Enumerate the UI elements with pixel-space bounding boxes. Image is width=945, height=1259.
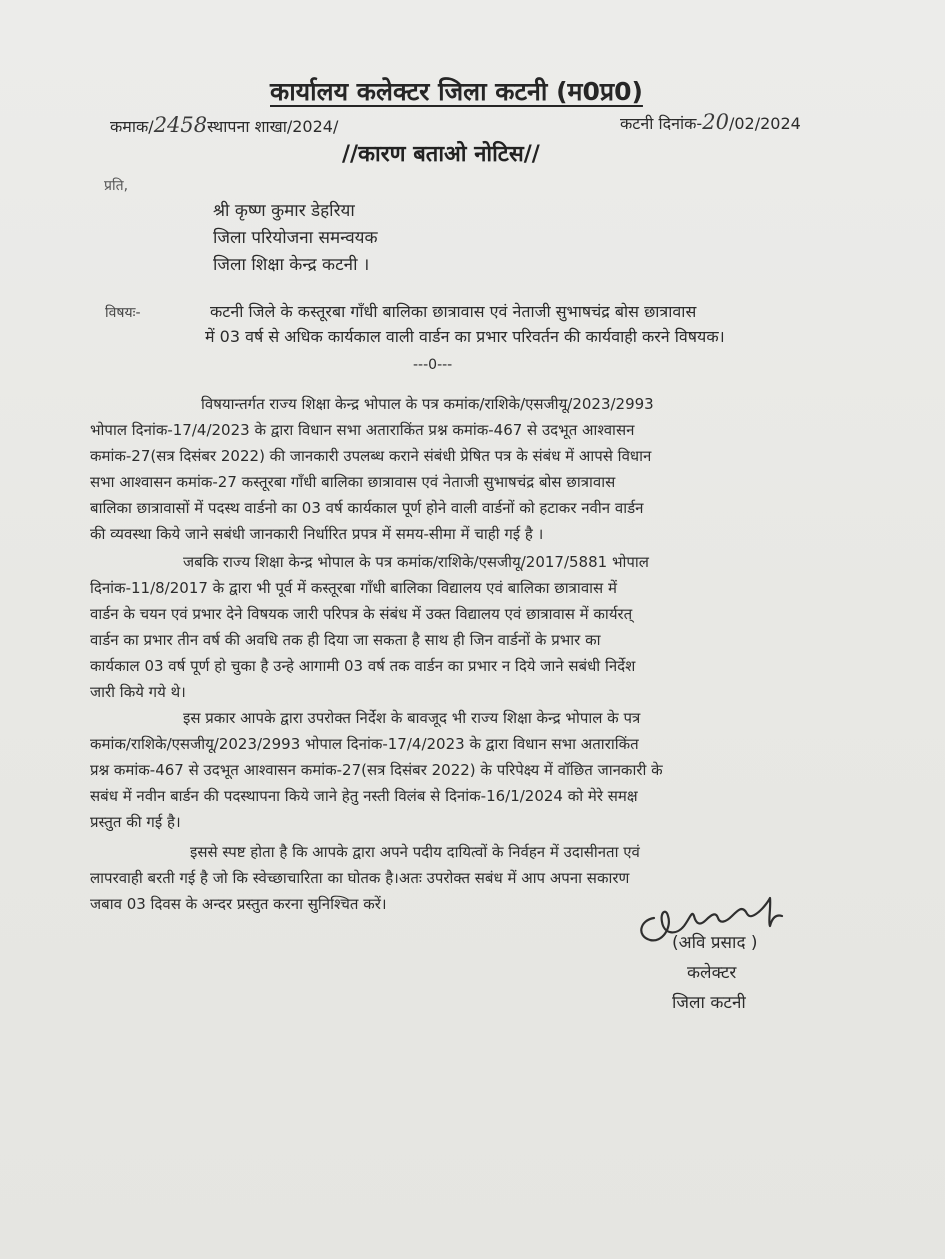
date-handwritten-day: 20 (702, 110, 729, 134)
date-rest: /02/2024 (728, 114, 801, 133)
body-line: कार्यकाल 03 वर्ष पूर्ण हो चुका है उन्हे आगामी 03 वर्ष तक वार्डन का प्रभार न दिये जाने सबंधी निर्देश (90, 657, 636, 675)
recipient-office: जिला शिक्षा केन्द्र कटनी । (213, 255, 370, 275)
signatory-name: (अवि प्रसाद ) (672, 933, 758, 953)
body-line: लापरवाही बरती गई है जो कि स्वेच्छाचारिता का घोतक है।अतः उपरोक्त सबंध में आप अपना सकारण (90, 869, 630, 887)
notice-heading: //कारण बताओ नोटिस// (342, 142, 540, 167)
ref-handwritten-number: 2458 (153, 113, 208, 137)
body-line: सभा आश्वासन कमांक-27 कस्तूरबा गाँधी बालिका छात्रावास एवं नेताजी सुभाषचंद्र बोस छात्रावास (90, 473, 616, 491)
body-line: कमांक-27(सत्र दिसंबर 2022) की जानकारी उपलब्ध कराने संबंधी प्रेषित पत्र के संबंध में आपसे विधान (90, 447, 652, 465)
recipient-name: श्री कृष्ण कुमार डेहरिया (213, 201, 355, 221)
body-line: प्रस्तुत की गई है। (90, 813, 181, 831)
body-line: दिनांक-11/8/2017 के द्वारा भी पूर्व में कस्तूरबा गाँधी बालिका विद्यालय एवं बालिका छात्रावास में (90, 579, 617, 597)
body-line: जारी किये गये थे। (90, 683, 186, 701)
office-title: कार्यालय कलेक्टर जिला कटनी (म0प्र0) (270, 77, 643, 106)
body-line: इससे स्पष्ट होता है कि आपके द्वारा अपने पदीय दायित्वों के निर्वहन में उदासीनता एवं (190, 843, 640, 861)
body-line: वार्डन के चयन एवं प्रभार देने विषयक जारी परिपत्र के संबंध में उक्त विद्यालय एवं छात्रावास में कार्यरत् (90, 605, 633, 623)
body-line: विषयान्तर्गत राज्य शिक्षा केन्द्र भोपाल के पत्र कमांक/राशिके/एसजीयू/2023/2993 (201, 395, 654, 413)
ref-prefix: कमाक/ (110, 117, 154, 136)
subject-label: विषयः- (105, 305, 141, 321)
body-line: वार्डन का प्रभार तीन वर्ष की अवधि तक ही दिया जा सकता है साथ ही जिन वार्डनों के प्रभार का (90, 631, 601, 649)
letter-date (620, 110, 801, 134)
body-line: इस प्रकार आपके द्वारा उपरोक्त निर्देश के बावजूद भी राज्य शिक्षा केन्द्र भोपाल के पत्र (183, 709, 641, 727)
body-line: जबकि राज्य शिक्षा केन्द्र भोपाल के पत्र कमांक/राशिके/एसजीयू/2017/5881 भोपाल (183, 553, 649, 571)
separator: ---0--- (413, 357, 453, 373)
subject-line-2: में 03 वर्ष से अधिक कार्यकाल वाली वार्डन का प्रभार परिवर्तन की कार्यवाही करने विषयक। (205, 327, 725, 346)
recipient-designation: जिला परियोजना समन्वयक (213, 228, 378, 248)
reference-number (110, 113, 338, 137)
body-line: बालिका छात्रावासों में पदस्थ वार्डनो का 03 वर्ष कार्यकाल पूर्ण होने वाली वार्डनों को हटाकर नवीन वार्डन (90, 499, 644, 517)
date-prefix: कटनी दिनांक- (620, 114, 703, 133)
ref-suffix: स्थापना शाखा/2024/ (207, 117, 339, 136)
body-line: प्रश्न कमांक-467 से उदभूत आश्वासन कमांक-27(सत्र दिसंबर 2022) के परिपेक्ष्य में वॉछित जानकारी के (90, 761, 663, 779)
recipient-prefix: प्रति, (104, 178, 129, 194)
signatory-designation: कलेक्टर (687, 963, 737, 983)
body-line: कमांक/राशिके/एसजीयू/2023/2993 भोपाल दिनांक-17/4/2023 के द्वारा विधान सभा अताराकिंत (90, 735, 639, 753)
body-line: सबंध में नवीन बार्डन की पदस्थापना किये जाने हेतु नस्ती विलंब से दिनांक-16/1/2024 को मेरे समक्ष (90, 787, 638, 805)
body-line: भोपाल दिनांक-17/4/2023 के द्वारा विधान सभा अताराकिंत प्रश्न कमांक-467 से उदभूत आश्वासन (90, 421, 635, 439)
signatory-office: जिला कटनी (672, 993, 746, 1013)
body-line: जबाव 03 दिवस के अन्दर प्रस्तुत करना सुनिश्चित करें। (90, 895, 387, 913)
subject-line-1: कटनी जिले के कस्तूरबा गाँधी बालिका छात्रावास एवं नेताजी सुभाषचंद्र बोस छात्रावास (210, 302, 697, 321)
body-line: की व्यवस्था किये जाने सबंधी जानकारी निर्धारित प्रपत्र में समय-सीमा में चाही गई है । (90, 525, 544, 543)
